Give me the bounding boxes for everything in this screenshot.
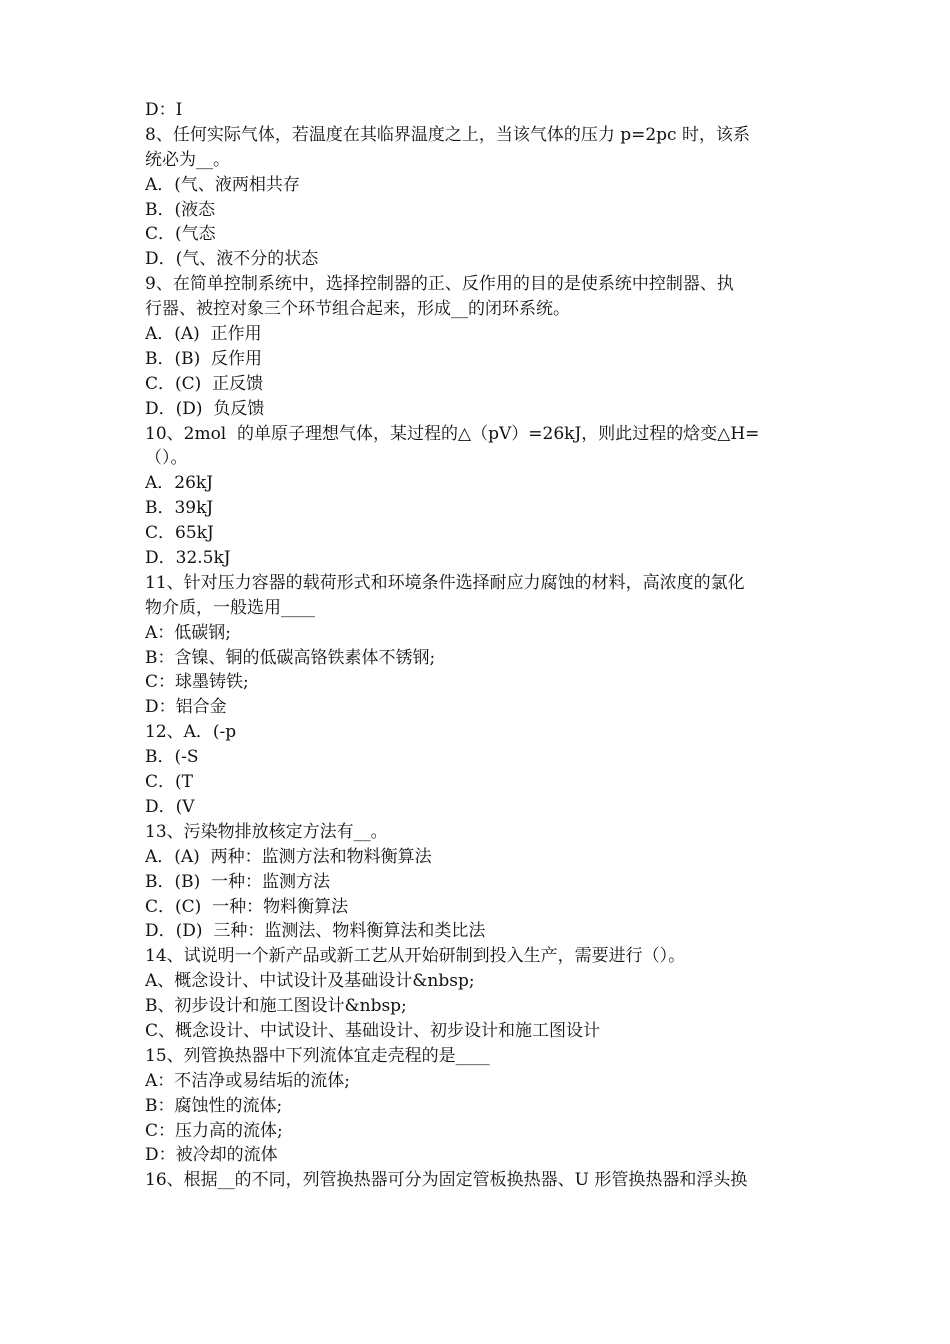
option-text: C．(气态 — [145, 224, 216, 245]
option-text: D．32.5kJ — [145, 548, 231, 569]
option-text: D：被冷却的流体 — [145, 1145, 278, 1166]
question-text: 13、污染物排放核定方法有__。 — [145, 821, 388, 842]
option-text: D．(V — [145, 796, 195, 817]
question-text: 10、2mol 的单原子理想气体，某过程的△（pV）=26kJ，则此过程的焓变△H= — [145, 423, 760, 444]
question-text: 行器、被控对象三个环节组合起来，形成__的闭环系统。 — [145, 299, 570, 320]
question-text: 9、在简单控制系统中，选择控制器的正、反作用的目的是使系统中控制器、执 — [145, 274, 734, 295]
option-text: B：含镍、铜的低碳高铬铁素体不锈钢; — [145, 647, 436, 668]
question-text: 16、根据__的不同，列管换热器可分为固定管板换热器、U 形管换热器和浮头换 — [145, 1170, 748, 1191]
option-text: B．39kJ — [145, 498, 214, 519]
question-text: 统必为__。 — [145, 149, 230, 170]
option-text: B．(液态 — [145, 199, 216, 220]
option-text: D．(气、液不分的状态 — [145, 249, 319, 270]
question-text: 12、A．(-p — [145, 722, 237, 743]
document-page — [145, 98, 810, 1193]
option-text: A．(A) 两种：监测方法和物料衡算法 — [145, 846, 432, 867]
option-text: C．(C) 正反馈 — [145, 373, 264, 394]
option-text: A、概念设计、中试设计及基础设计&nbsp; — [145, 971, 475, 992]
option-text: A．26kJ — [145, 473, 214, 494]
option-text: C．65kJ — [145, 523, 214, 544]
question-text: 8、任何实际气体，若温度在其临界温度之上，当该气体的压力 p=2pc 时，该系 — [145, 124, 750, 145]
question-text: 物介质，一般选用____ — [145, 597, 315, 618]
option-text: C、概念设计、中试设计、基础设计、初步设计和施工图设计 — [145, 1020, 601, 1041]
option-text: C．(C) 一种：物料衡算法 — [145, 896, 349, 917]
option-text: C：球墨铸铁; — [145, 672, 249, 693]
option-text: B、初步设计和施工图设计&nbsp; — [145, 996, 407, 1017]
option-text: B：腐蚀性的流体; — [145, 1095, 283, 1116]
option-text: D．(D) 负反馈 — [145, 398, 265, 419]
option-text: A．(A) 正作用 — [145, 324, 262, 345]
option-text: B．(B) 反作用 — [145, 348, 263, 369]
question-text: 11、针对压力容器的载荷形式和环境条件选择耐应力腐蚀的材料，高浓度的氯化 — [145, 572, 745, 593]
question-text: （）。 — [145, 448, 188, 469]
question-text: 14、试说明一个新产品或新工艺从开始研制到投入生产，需要进行（）。 — [145, 946, 686, 967]
option-text: A：不洁净或易结垢的流体; — [145, 1070, 351, 1091]
option-text: D：铝合金 — [145, 697, 227, 718]
option-text: A．(气、液两相共存 — [145, 174, 300, 195]
option-text: C：压力高的流体; — [145, 1120, 283, 1141]
option-text: A：低碳钢; — [145, 622, 232, 643]
option-text: C．(T — [145, 772, 193, 793]
option-text: B．(B) 一种：监测方法 — [145, 871, 331, 892]
text-line: D：I — [145, 100, 183, 120]
option-text: B．(-S — [145, 747, 199, 768]
question-text: 15、列管换热器中下列流体宜走壳程的是____ — [145, 1045, 490, 1066]
option-text: D．(D) 三种：监测法、物料衡算法和类比法 — [145, 921, 486, 942]
